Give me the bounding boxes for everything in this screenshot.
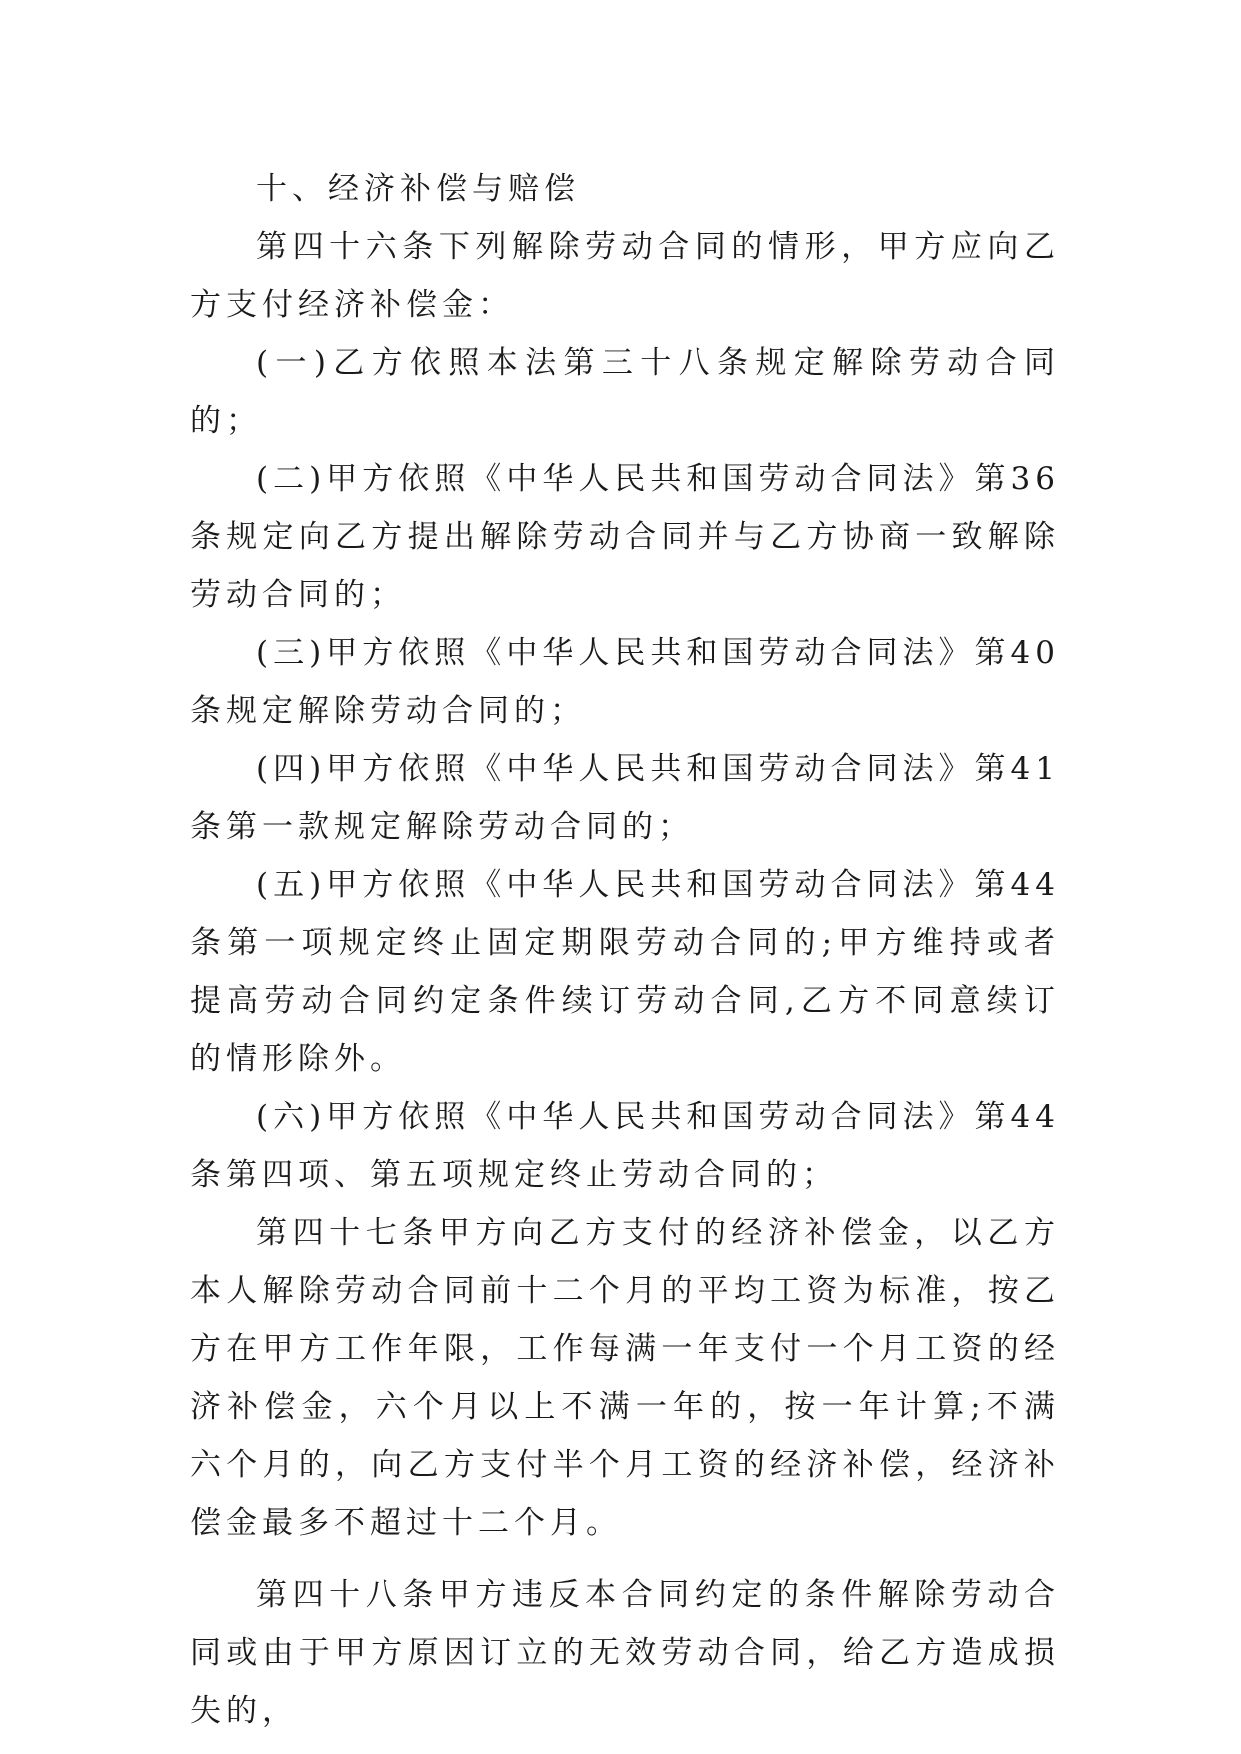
paragraph-item-1: (一)乙方依照本法第三十八条规定解除劳动合同的； — [190, 345, 1060, 439]
paragraph-article-48: 第四十八条甲方违反本合同约定的条件解除劳动合同或由于甲方原因订立的无效劳动合同，给乙方造成损失的， — [190, 1577, 1060, 1729]
paragraph-item-3: (三)甲方依照《中华人民共和国劳动合同法》第40条规定解除劳动合同的； — [190, 635, 1060, 729]
document-body — [190, 160, 1060, 1740]
paragraph-item-4: (四)甲方依照《中华人民共和国劳动合同法》第41条第一款规定解除劳动合同的； — [190, 751, 1060, 845]
section-heading: 十、经济补偿与赔偿 — [256, 171, 580, 207]
paragraph-item-2: (二)甲方依照《中华人民共和国劳动合同法》第36条规定向乙方提出解除劳动合同并与乙方协商一致解除劳动合同的； — [190, 461, 1060, 613]
paragraph-article-47: 第四十七条甲方向乙方支付的经济补偿金，以乙方本人解除劳动合同前十二个月的平均工资为标准，按乙方在甲方工作年限，工作每满一年支付一个月工资的经济补偿金，六个月以上不满一年的，按一年计算;不满六个月的，向乙方支付半个月工资的经济补偿，经济补偿金最多不超过十二个月。 — [190, 1215, 1060, 1541]
paragraph-item-6: (六)甲方依照《中华人民共和国劳动合同法》第44条第四项、第五项规定终止劳动合同的； — [190, 1099, 1060, 1193]
paragraph-article-46: 第四十六条下列解除劳动合同的情形，甲方应向乙方支付经济补偿金： — [190, 229, 1060, 323]
paragraph-item-5: (五)甲方依照《中华人民共和国劳动合同法》第44条第一项规定终止固定期限劳动合同的;甲方维持或者提高劳动合同约定条件续订劳动合同,乙方不同意续订的情形除外。 — [190, 867, 1060, 1077]
